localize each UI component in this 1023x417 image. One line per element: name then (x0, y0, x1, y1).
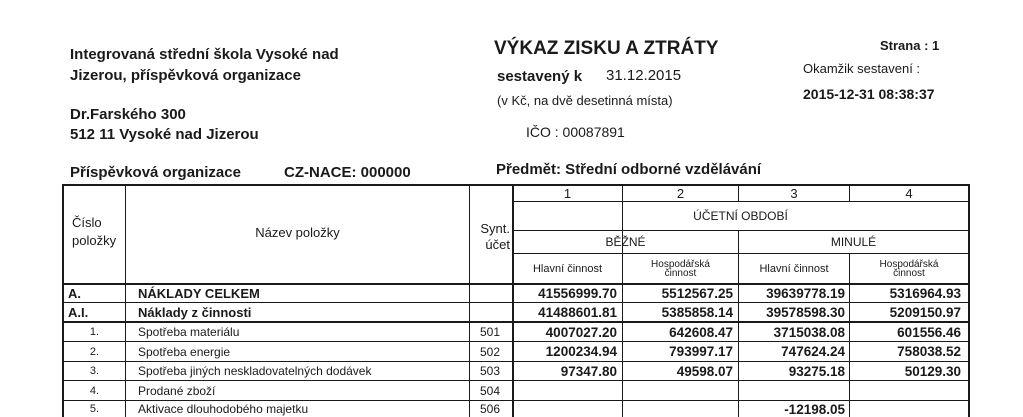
row-number: A.I. (68, 304, 89, 320)
row-value-econ-previous: 758038.52 (897, 344, 961, 359)
row-name: Spotřeba jiných neskladovatelných dodávek (138, 364, 372, 378)
column-number-1: 1 (563, 186, 572, 201)
organization-street: Dr.Farského 300 (70, 106, 186, 123)
row-number: 5. (89, 403, 100, 415)
row-value-econ-current: 793997.17 (669, 344, 733, 359)
nace-code: CZ-NACE: 000000 (284, 164, 411, 181)
header-economic-activity-current: Hospodářská činnost (651, 258, 710, 279)
row-value-main-previous: 747624.24 (781, 344, 845, 359)
units-note: (v Kč, na dvě desetinná místa) (497, 93, 673, 108)
row-account: 503 (480, 364, 501, 378)
row-name: Spotřeba materiálu (138, 325, 240, 339)
row-number: A. (68, 285, 81, 301)
moment-label: Okamžik sestavení : (803, 61, 921, 76)
row-value-econ-current: 49598.07 (676, 363, 733, 379)
row-account: 501 (480, 325, 501, 339)
header-previous-period: MINULÉ (830, 235, 877, 249)
row-value-main-current: 1200234.94 (545, 344, 617, 359)
header-item-name: Název položky (255, 224, 340, 240)
row-account: 506 (480, 402, 501, 416)
row-value-main-previous: -12198.05 (784, 401, 845, 417)
column-number-3: 3 (790, 186, 798, 201)
row-value-econ-previous: 5209150.97 (889, 304, 961, 320)
moment-value: 2015-12-31 08:38:37 (803, 86, 935, 102)
row-value-main-previous: 39639778.19 (766, 285, 845, 301)
row-value-main-previous: 93275.18 (788, 363, 845, 379)
organization-name-line2: Jizerou, příspěvková organizace (70, 67, 301, 84)
row-value-main-current: 41488601.81 (538, 304, 617, 320)
row-value-econ-current: 5385858.14 (661, 304, 733, 320)
composed-date: 31.12.2015 (606, 67, 682, 84)
header-item-number: Číslo položky (72, 215, 117, 248)
header-main-activity-previous: Hlavní činnost (759, 262, 829, 275)
row-value-econ-previous: 50129.30 (904, 363, 961, 379)
column-number-2: 2 (676, 186, 685, 201)
row-account: 504 (480, 383, 501, 398)
row-value-econ-previous: 5316964.93 (889, 285, 961, 301)
grid-line (469, 184, 470, 417)
row-value-main-current: 4007027.20 (545, 324, 617, 340)
ico-number: IČO : 00087891 (526, 124, 625, 140)
row-name: Aktivace dlouhodobého majetku (138, 402, 309, 416)
report-subject: Předmět: Střední odborné vzdělávání (496, 161, 762, 178)
report-title: VÝKAZ ZISKU A ZTRÁTY (494, 38, 719, 59)
row-value-main-previous: 39578598.30 (766, 304, 845, 320)
row-value-econ-current: 5512567.25 (661, 285, 733, 301)
header-main-activity-current: Hlavní činnost (532, 262, 603, 275)
row-name: Prodané zboží (138, 383, 216, 398)
header-current-period: BĚŽNÉ (605, 235, 646, 249)
row-number: 4. (89, 384, 100, 397)
organization-name-line1: Integrovaná střední škola Vysoké nad (70, 46, 339, 63)
row-number: 1. (89, 326, 100, 338)
row-value-main-previous: 3715038.08 (773, 324, 845, 340)
composed-label: sestavený k (497, 68, 583, 85)
row-number: 3. (89, 365, 100, 377)
row-value-main-current: 97347.80 (560, 363, 617, 379)
row-value-econ-current: 642608.47 (669, 324, 733, 340)
table-border-right (968, 184, 970, 417)
row-value-econ-previous: 601556.46 (897, 324, 961, 340)
organization-city: 512 11 Vysoké nad Jizerou (70, 126, 259, 143)
row-name: NÁKLADY CELKEM (138, 285, 260, 301)
row-value-main-current: 41556999.70 (538, 285, 617, 301)
row-account: 502 (480, 344, 501, 359)
row-number: 2. (89, 345, 100, 358)
row-name: Spotřeba energie (138, 344, 231, 359)
header-accounting-period: ÚČETNÍ OBDOBÍ (693, 209, 788, 223)
header-economic-activity-previous: Hospodářská činnost (879, 258, 939, 279)
organization-type: Příspěvková organizace (70, 164, 241, 181)
page-number: Strana : 1 (880, 38, 940, 53)
row-name: Náklady z činnosti (138, 304, 252, 320)
column-number-4: 4 (905, 186, 913, 201)
header-synthetic-account: Synt. účet (480, 221, 510, 252)
